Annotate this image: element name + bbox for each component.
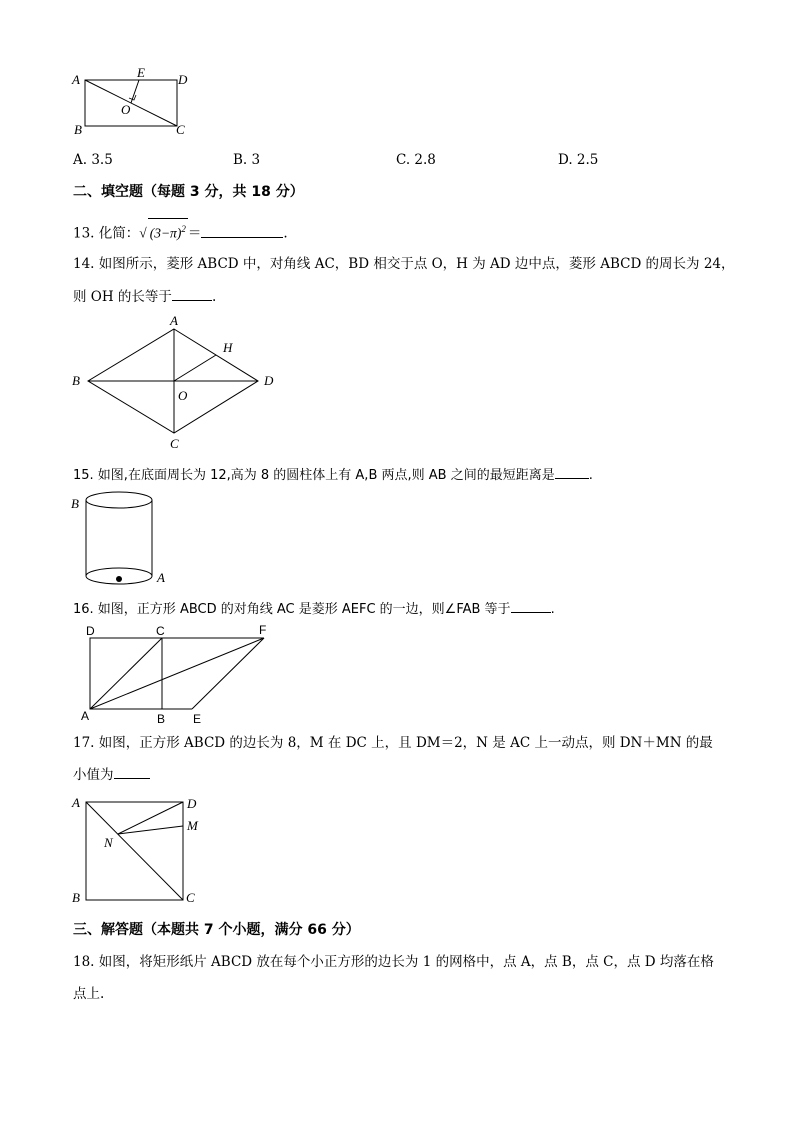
label-c: C (186, 890, 195, 905)
label-b: B (74, 122, 82, 137)
q13-text: 化简： (98, 225, 140, 242)
question-18-line-2: 点上. (73, 986, 105, 1002)
label-n: N (104, 835, 113, 850)
q15-end: . (588, 468, 593, 483)
q15-text: 15. 如图,在底面周长为 12,高为 8 的圆柱体上有 A,B 两点,则 AB 之间的最短距离是 (73, 468, 555, 483)
diagonal-af (90, 638, 264, 709)
label-d: D (178, 72, 188, 87)
point-dot (116, 576, 122, 582)
q14-answer-blank (172, 286, 212, 301)
question-14-line-2 (73, 286, 216, 307)
label-e: E (193, 712, 202, 726)
label-a: A (72, 795, 80, 810)
label-m: M (187, 818, 198, 833)
label-b: B (72, 890, 80, 905)
label-b: B (71, 496, 79, 511)
section-2-heading: 二、填空题（每题 3 分，共 18 分） (73, 184, 304, 200)
diagonal-ac (86, 802, 183, 900)
q13-exponent: 2 (181, 224, 186, 234)
q13-number: 13. (73, 225, 95, 242)
q17-figure (68, 790, 218, 908)
label-o: O (121, 102, 131, 117)
label-o: O (178, 388, 188, 403)
q16-text: 16. 如图，正方形 ABCD 的对角线 AC 是菱形 AEFC 的一边，则∠FAB 等于 (73, 602, 511, 617)
question-17-line-2 (73, 764, 150, 785)
segment-oh (174, 355, 216, 381)
option-c: C. 2.8 (396, 152, 436, 168)
cylinder-top (86, 492, 152, 508)
option-a: A. 3.5 (73, 152, 113, 168)
question-15 (73, 464, 593, 486)
label-a: A (157, 570, 165, 585)
segment-fe (192, 638, 264, 709)
q13-radicand (148, 218, 188, 244)
label-c: C (170, 436, 179, 451)
q15-figure (68, 490, 178, 590)
q16-end: . (550, 602, 555, 617)
label-d: D (187, 796, 197, 811)
label-b: B (157, 712, 166, 726)
question-17-line-1: 17. 如图，正方形 ABCD 的边长为 8，M 在 DC 上，且 DM＝2，N 是 AC 上一动点，则 DN＋MN 的最 (73, 735, 713, 751)
label-d: D (86, 624, 95, 638)
q13-equals: ＝ (187, 225, 202, 242)
label-a: A (72, 72, 80, 87)
diagonal-ac (90, 638, 162, 709)
label-f: F (259, 623, 267, 637)
q15-answer-blank (555, 464, 589, 479)
q17-text: 小值为 (73, 767, 114, 783)
segment-nm (118, 826, 183, 834)
cylinder-bottom-back (86, 568, 152, 576)
label-c: C (176, 122, 185, 137)
label-e: E (137, 65, 145, 80)
label-d: D (264, 373, 274, 388)
option-d: D. 2.5 (558, 152, 599, 168)
q16-figure (75, 620, 285, 728)
q16-answer-blank (511, 598, 551, 613)
option-b: B. 3 (233, 152, 261, 168)
question-14-line-1: 14. 如图所示，菱形 ABCD 中，对角线 AC，BD 相交于点 O，H 为 AD 边中点，菱形 ABCD 的周长为 24， (73, 256, 735, 272)
q13-answer-blank (201, 223, 283, 238)
label-a: A (170, 313, 178, 328)
section-3-heading: 三、解答题（本题共 7 个小题，满分 66 分） (73, 922, 360, 938)
label-c: C (156, 624, 165, 638)
q14-figure (68, 312, 288, 452)
q12-figure (70, 62, 200, 138)
label-b: B (72, 373, 80, 388)
segment-nd (118, 802, 183, 834)
label-h: H (223, 340, 233, 355)
label-a: A (81, 709, 90, 723)
q17-answer-blank (114, 764, 150, 779)
question-13: 13. 化简：√ $(3-\pi)^2$ ＝ . (73, 218, 288, 244)
question-16 (73, 598, 555, 620)
q14-end: . (211, 289, 217, 305)
q13-expr: (3−π) (149, 225, 182, 241)
q13-end: . (283, 225, 288, 242)
q14-text: 则 OH 的长等于 (73, 289, 172, 305)
question-18-line-1: 18. 如图，将矩形纸片 ABCD 放在每个小正方形的边长为 1 的网格中，点 A，点 B，点 C，点 D 均落在格 (73, 954, 714, 970)
